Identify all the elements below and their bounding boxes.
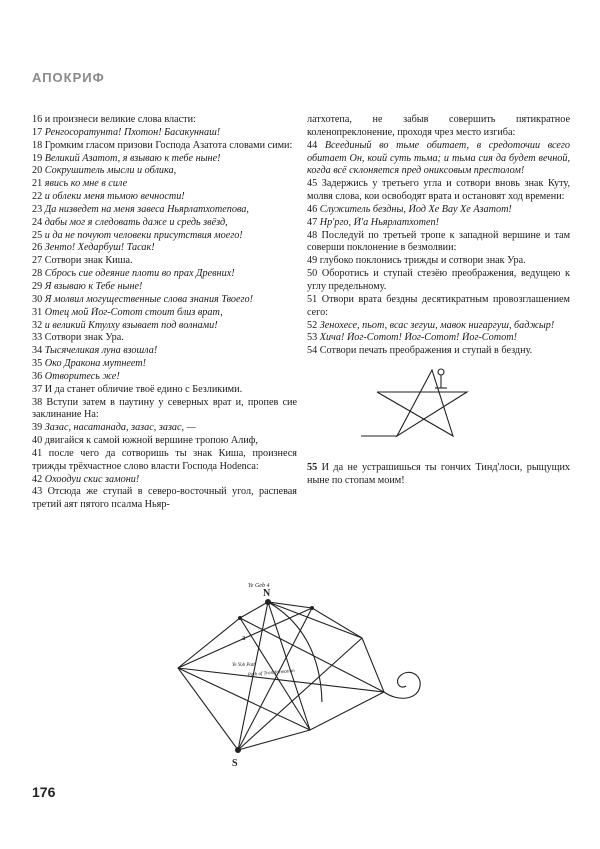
verse-line <box>32 204 297 217</box>
verse-line <box>32 294 297 307</box>
verse-line <box>32 486 297 512</box>
verse-text: после чего да сотворишь ты знак Киша, произнеся трижды трёхчастное слово власти Господа Нodenса: <box>32 447 297 472</box>
verse-text: Служитель бездны, Йод Хе Вау Хе Азатот! <box>319 203 512 215</box>
verse-number: 54 <box>307 345 318 357</box>
verse-number: 28 <box>32 268 43 280</box>
verse-line <box>32 127 297 140</box>
top-note-label: Ye Geb 4 <box>248 583 270 589</box>
verse-number: 24 <box>32 216 43 228</box>
verse-line <box>32 255 297 268</box>
verse-number: 55 <box>307 462 318 474</box>
verse-number: 23 <box>32 203 43 215</box>
verse-line <box>307 255 570 268</box>
verse-text: Я взываю к Тебе ныне! <box>44 280 143 292</box>
verse-text: Я молвил могущественные слова знания Твоего! <box>44 293 253 305</box>
verse-number: 16 <box>32 114 43 125</box>
verse-line <box>32 153 297 166</box>
verse-line <box>32 397 297 423</box>
verse-text: дабы мог я следовать даже и средь звёзд, <box>44 216 228 228</box>
ritual-path-diagram <box>170 582 440 772</box>
verse-line <box>32 217 297 230</box>
verse-text: Тысячеликая луна взошла! <box>44 345 158 357</box>
verse-line <box>32 422 297 435</box>
verse-number: 50 <box>307 268 318 280</box>
verse-line <box>32 307 297 320</box>
verse-text: Да низведет на меня завеса Ньярлатхотепова, <box>44 203 249 215</box>
verse-text: Великий Азатот, я взываю к тебе ныне! <box>44 152 221 164</box>
verse-line <box>307 178 570 204</box>
verse-line <box>307 294 570 320</box>
verse-number: 33 <box>32 332 43 344</box>
verse-text: Сотвори знак Ура. <box>44 332 124 344</box>
verse-number: 51 <box>307 293 318 305</box>
verse-number: 27 <box>32 255 43 267</box>
verse-number: 35 <box>32 358 43 370</box>
verse-text: Всеединый во тьме обитает, в средоточии всего обитает Он, коий суть тьма; и тьма сия да будет вечной, когда всё склоняется пред оникcовым престолом! <box>307 139 570 177</box>
verse-text: Вступи затем в паутину у северных врат и, пропев сие заклинание На: <box>32 396 297 421</box>
sign-of-transformation-sigil <box>357 364 487 442</box>
verse-line <box>307 462 570 488</box>
verse-line <box>307 217 570 230</box>
verse-number: 48 <box>307 229 318 241</box>
verse-line <box>307 268 570 294</box>
verse-text: Задержись у третьего угла и сотвори вновь знак Куту, молвя слова, кои освободят врата и остановят ход времени: <box>307 178 570 203</box>
verse-line <box>307 345 570 358</box>
verse-text: Зенто! Хедарбуш! Тасак! <box>44 242 155 254</box>
verse-number: 19 <box>32 152 43 164</box>
verse-number: 30 <box>32 293 43 305</box>
verse-line <box>32 371 297 384</box>
verse-text: Охоодуи скис замони! <box>44 473 140 485</box>
verse-text: Сокрушитель мысли и облика, <box>44 165 177 177</box>
verse-line <box>32 320 297 333</box>
verse-number: 42 <box>32 473 43 485</box>
verse-text: и облеки меня тьмою вечности! <box>44 191 185 203</box>
verse-number: 29 <box>32 280 43 292</box>
verse-line <box>32 140 297 153</box>
verse-line <box>307 114 570 140</box>
verse-text: Отворитесь же! <box>44 370 120 382</box>
verse-number: 17 <box>32 126 43 138</box>
verse-text: Последуй по третьей тропе к западной вершине и там соверши поклонение в безмолвии: <box>307 229 570 254</box>
verse-line <box>32 242 297 255</box>
verse-number: 38 <box>32 396 43 408</box>
verse-number: 34 <box>32 345 43 357</box>
verse-number: 46 <box>307 203 318 215</box>
verse-text: Хича! Йог-Сотот! Йог-Сотот! Йог-Сотот! <box>319 332 517 344</box>
verse-number: 43 <box>32 486 43 498</box>
running-header: АПОКРИФ <box>32 70 105 85</box>
verse-number: 47 <box>307 216 318 228</box>
verse-line <box>307 332 570 345</box>
verse-text: и да не почуют человеки присутствия моего! <box>44 229 243 241</box>
verse-line <box>307 204 570 217</box>
verse-text: глубоко поклонись трижды и сотвори знак Ура. <box>319 255 526 267</box>
verse-text: Оборотись и ступай стезёю преображения, ведущею к углу предельному. <box>307 268 570 292</box>
verse-number: 32 <box>32 319 43 331</box>
verse-text: Сотвори знак Киша. <box>44 255 133 267</box>
verse-line <box>32 358 297 371</box>
verse-number: 40 <box>32 435 43 447</box>
north-label: N <box>263 588 271 599</box>
verse-number: 22 <box>32 191 43 203</box>
verse-number: 53 <box>307 332 318 344</box>
verse-number: 31 <box>32 306 43 318</box>
verse-number: 39 <box>32 422 43 434</box>
verse-text: латхотепа, не забыв совершить пятикратное коленопреклонение, проходя чрез место изгиба: <box>307 114 570 138</box>
verse-line <box>32 114 297 127</box>
verse-number: 41 <box>32 447 43 459</box>
verse-line <box>32 345 297 358</box>
verse-text: Ренгосоратунта! Пхотон! Басакуннаш! <box>44 126 221 138</box>
path-label-1: Ye Yob Path <box>232 663 256 668</box>
verse-text: и произнеси великие слова власти: <box>44 114 196 125</box>
verse-text: Громким гласом призови Господа Азатота словами сими: <box>44 139 293 151</box>
verse-number: 49 <box>307 255 318 267</box>
verse-text: Отсюда же ступай в северо-восточный угол, распевая третий аят пятого псалма Ньяр- <box>32 486 297 511</box>
path-label-2: Path of Transformation <box>247 668 295 678</box>
verse-text: и великий Ктулху взывает под волнами! <box>44 319 218 331</box>
verse-line <box>32 332 297 345</box>
verse-number: 37 <box>32 383 43 395</box>
verse-text: Нр'рго, Й'а Ньярлатхотеп! <box>319 216 439 228</box>
verse-line <box>32 384 297 397</box>
verse-line <box>32 281 297 294</box>
verse-text: Сбрось сие одеяние плоти во прах Древних! <box>44 268 235 280</box>
verse-number: 45 <box>307 178 318 190</box>
verse-line <box>32 191 297 204</box>
verse-number: 18 <box>32 139 43 151</box>
verse-text: Око Дракона мутнеет! <box>44 358 147 370</box>
verse-number: 44 <box>307 139 318 151</box>
right-column <box>307 114 570 488</box>
verse-number: 52 <box>307 319 318 331</box>
verse-number: 21 <box>32 178 43 190</box>
page-number: 176 <box>32 784 56 800</box>
verse-number: 26 <box>32 242 43 254</box>
verse-number: 36 <box>32 370 43 382</box>
verse-line <box>32 178 297 191</box>
verse-text: двигайся к самой южной вершине тропою Алиф, <box>44 435 258 447</box>
verse-line <box>32 448 297 474</box>
verse-text: И да не устрашишься ты гончих Тинд'лоси, рыщущих ныне по стопам моим! <box>307 462 570 486</box>
verse-text: Отец мой Йог-Сотот стоит близ врат, <box>44 306 223 318</box>
verse-text: Сотвори печать преображения и ступай в бездну. <box>319 345 533 357</box>
verse-line <box>32 165 297 178</box>
verse-number: 20 <box>32 165 43 177</box>
verse-line <box>32 474 297 487</box>
verse-text: Зенохесе, пьот, всас зегуш, мавок нигаргуш, баджыр! <box>319 319 555 331</box>
verse-line <box>32 230 297 243</box>
verse-text: И да станет обличие твоё едино с Безликими. <box>44 383 243 395</box>
verse-text: Зазас, насатанада, зазас, зазас, — <box>44 422 196 434</box>
verse-text: явись ко мне в силе <box>44 178 128 190</box>
inner-a-label: a <box>242 633 246 642</box>
verse-line <box>307 140 570 179</box>
verse-line <box>307 230 570 256</box>
left-column <box>32 114 297 512</box>
verse-line <box>32 268 297 281</box>
verse-line <box>307 320 570 333</box>
spacer <box>307 442 570 462</box>
verse-text: Отвори врата бездны десятикратным провозглашением сего: <box>307 293 570 318</box>
south-label: S <box>232 758 238 769</box>
verse-number: 25 <box>32 229 43 241</box>
verse-line <box>32 435 297 448</box>
